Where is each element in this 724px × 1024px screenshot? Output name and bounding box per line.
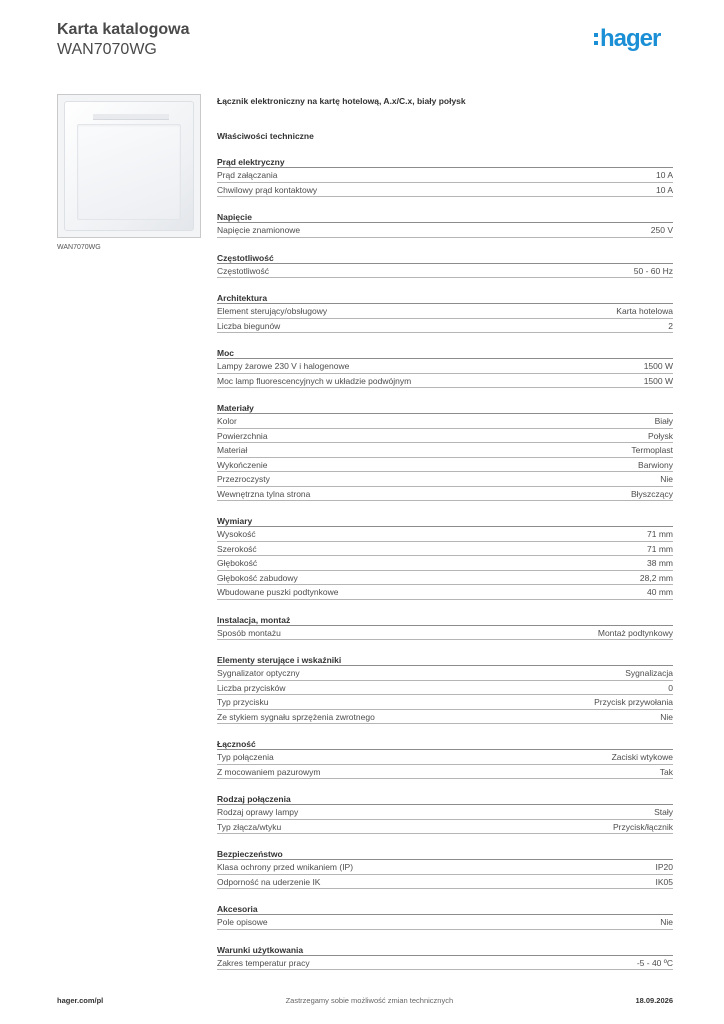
spec-label: Zakres temperatur pracy	[217, 957, 310, 968]
spec-value: 10 A	[655, 170, 673, 180]
product-image	[57, 94, 201, 238]
section-title: Rodzaj połączenia	[217, 793, 673, 805]
spec-label: Szerokość	[217, 543, 257, 554]
spec-row	[217, 626, 673, 641]
spec-label: Wykończenie	[217, 459, 268, 470]
spec-value: Połysk	[647, 430, 673, 441]
spec-section	[217, 292, 673, 333]
spec-row	[217, 695, 673, 710]
spec-row	[217, 414, 673, 429]
spec-row	[217, 956, 673, 971]
spec-label: Prąd załączania	[217, 170, 278, 180]
spec-row	[217, 527, 673, 542]
spec-value: Stały	[654, 807, 673, 817]
spec-value: 40 mm	[647, 587, 673, 597]
spec-label: Częstotliwość	[217, 265, 269, 276]
spec-value: Sygnalizacja	[625, 668, 673, 678]
spec-value: 28,2 mm	[639, 572, 673, 583]
spec-value: 1500 W	[643, 361, 673, 371]
spec-label: Liczba przycisków	[217, 682, 286, 693]
spec-value: Tak	[659, 766, 673, 777]
product-image-caption: WAN7070WG	[57, 244, 101, 251]
spec-label: Wysokość	[217, 529, 256, 539]
spec-value: 1500 W	[643, 375, 673, 386]
spec-label: Ze stykiem sygnału sprzężenia zwrotnego	[217, 711, 375, 722]
spec-label: Sygnalizator optyczny	[217, 668, 300, 678]
spec-value: 250 V	[650, 225, 673, 235]
spec-row	[217, 223, 673, 238]
spec-value: Nie	[660, 474, 673, 484]
product-title: Łącznik elektroniczny na kartę hotelową, A.x/C.x, biały połysk	[217, 96, 466, 106]
spec-row	[217, 304, 673, 319]
section-title: Częstotliwość	[217, 252, 673, 264]
spec-row	[217, 472, 673, 487]
spec-value: 50 - 60 Hz	[633, 265, 673, 276]
document-header	[57, 20, 189, 60]
spec-value: IK05	[655, 876, 673, 887]
switch-plate	[77, 124, 181, 220]
spec-label: Element sterujący/obsługowy	[217, 306, 328, 316]
hager-logo	[594, 26, 660, 52]
spec-label: Powierzchnia	[217, 430, 268, 441]
spec-section	[217, 515, 673, 600]
spec-section	[217, 903, 673, 930]
spec-row	[217, 765, 673, 780]
spec-label: Liczba biegunów	[217, 320, 281, 331]
section-title: Architektura	[217, 292, 673, 304]
footer-date: 18.09.2026	[635, 996, 673, 1005]
spec-row	[217, 875, 673, 890]
spec-value: Nie	[660, 711, 673, 722]
spec-section	[217, 252, 673, 279]
spec-value: 71 mm	[647, 543, 673, 554]
spec-section	[217, 614, 673, 641]
spec-row	[217, 860, 673, 875]
spec-row	[217, 915, 673, 930]
spec-label: Klasa ochrony przed wnikaniem (IP)	[217, 862, 354, 872]
product-code: WAN7070WG	[57, 41, 157, 58]
spec-label: Wbudowane puszki podtynkowe	[217, 587, 339, 597]
page-footer	[57, 996, 673, 1005]
spec-value: Błyszczący	[630, 488, 673, 499]
spec-label: Kolor	[217, 416, 237, 426]
spec-label: Przezroczysty	[217, 474, 270, 484]
logo-wordmark: hager	[600, 25, 661, 52]
section-title: Moc	[217, 347, 673, 359]
spec-row	[217, 168, 673, 183]
spec-value: Nie	[660, 917, 673, 927]
section-title: Łączność	[217, 738, 673, 750]
section-title: Bezpieczeństwo	[217, 848, 673, 860]
spec-content	[217, 94, 673, 970]
properties-heading: Właściwości techniczne	[217, 131, 314, 141]
spec-section	[217, 402, 673, 501]
spec-label: Lampy żarowe 230 V i halogenowe	[217, 361, 350, 371]
spec-label: Głębokość zabudowy	[217, 572, 298, 583]
spec-label: Typ złącza/wtyku	[217, 821, 282, 832]
spec-value: IP20	[655, 862, 673, 872]
spec-row	[217, 571, 673, 586]
spec-row	[217, 443, 673, 458]
spec-label: Odporność na uderzenie IK	[217, 876, 321, 887]
spec-value: Barwiony	[638, 459, 673, 470]
spec-row	[217, 805, 673, 820]
spec-section	[217, 654, 673, 724]
spec-value: Montaż podtynkowy	[597, 627, 673, 638]
spec-label: Głębokość	[217, 558, 258, 568]
spec-row	[217, 666, 673, 681]
spec-label: Typ połączenia	[217, 752, 274, 762]
spec-row	[217, 374, 673, 389]
spec-value: -5 - 40 ºC	[636, 957, 673, 968]
spec-label: Sposób montażu	[217, 627, 281, 638]
spec-row	[217, 585, 673, 600]
spec-value: 0	[668, 682, 673, 693]
spec-section	[217, 347, 673, 388]
spec-row	[217, 820, 673, 835]
spec-label: Pole opisowe	[217, 917, 268, 927]
section-title: Elementy sterujące i wskaźniki	[217, 654, 673, 666]
card-slot	[93, 114, 169, 120]
document-title: Karta katalogowa	[57, 21, 190, 38]
spec-label: Moc lamp fluorescencyjnych w układzie podwójnym	[217, 375, 412, 386]
spec-label: Chwilowy prąd kontaktowy	[217, 184, 318, 195]
section-title: Akcesoria	[217, 903, 673, 915]
spec-value: Przycisk/łącznik	[613, 821, 673, 832]
section-title: Materiały	[217, 402, 673, 414]
spec-label: Wewnętrzna tylna strona	[217, 488, 311, 499]
spec-row	[217, 556, 673, 571]
spec-row	[217, 429, 673, 444]
spec-value: Karta hotelowa	[616, 306, 673, 316]
spec-section	[217, 793, 673, 834]
spec-section	[217, 156, 673, 197]
switch-frame	[64, 101, 194, 231]
spec-label: Rodzaj oprawy lampy	[217, 807, 299, 817]
spec-value: Termoplast	[631, 445, 673, 455]
spec-row	[217, 710, 673, 725]
spec-row	[217, 319, 673, 334]
spec-row	[217, 681, 673, 696]
spec-value: Przycisk przywołania	[594, 697, 673, 707]
section-title: Wymiary	[217, 515, 673, 527]
spec-value: Zaciski wtykowe	[611, 752, 673, 762]
spec-section	[217, 211, 673, 238]
spec-row	[217, 542, 673, 557]
spec-value: 10 A	[655, 184, 673, 195]
spec-row	[217, 264, 673, 279]
section-title: Prąd elektryczny	[217, 156, 673, 168]
footer-note: Zastrzegamy sobie możliwość zmian technicznych	[285, 996, 454, 1005]
spec-row	[217, 487, 673, 502]
section-title: Instalacja, montaż	[217, 614, 673, 626]
spec-section	[217, 738, 673, 779]
section-title: Napięcie	[217, 211, 673, 223]
spec-row	[217, 359, 673, 374]
spec-section	[217, 848, 673, 889]
spec-label: Materiał	[217, 445, 248, 455]
spec-row	[217, 183, 673, 198]
spec-value: 2	[668, 320, 673, 331]
spec-value: 71 mm	[647, 529, 673, 539]
spec-row	[217, 750, 673, 765]
spec-value: 38 mm	[647, 558, 673, 568]
footer-url[interactable]: hager.com/pl	[57, 996, 104, 1005]
spec-label: Typ przycisku	[217, 697, 269, 707]
spec-sections	[217, 156, 673, 970]
spec-label: Napięcie znamionowe	[217, 225, 301, 235]
section-title: Warunki użytkowania	[217, 944, 673, 956]
spec-value: Biały	[654, 416, 673, 426]
spec-row	[217, 458, 673, 473]
spec-label: Z mocowaniem pazurowym	[217, 766, 321, 777]
spec-section	[217, 944, 673, 971]
logo-dots-icon	[594, 33, 598, 45]
